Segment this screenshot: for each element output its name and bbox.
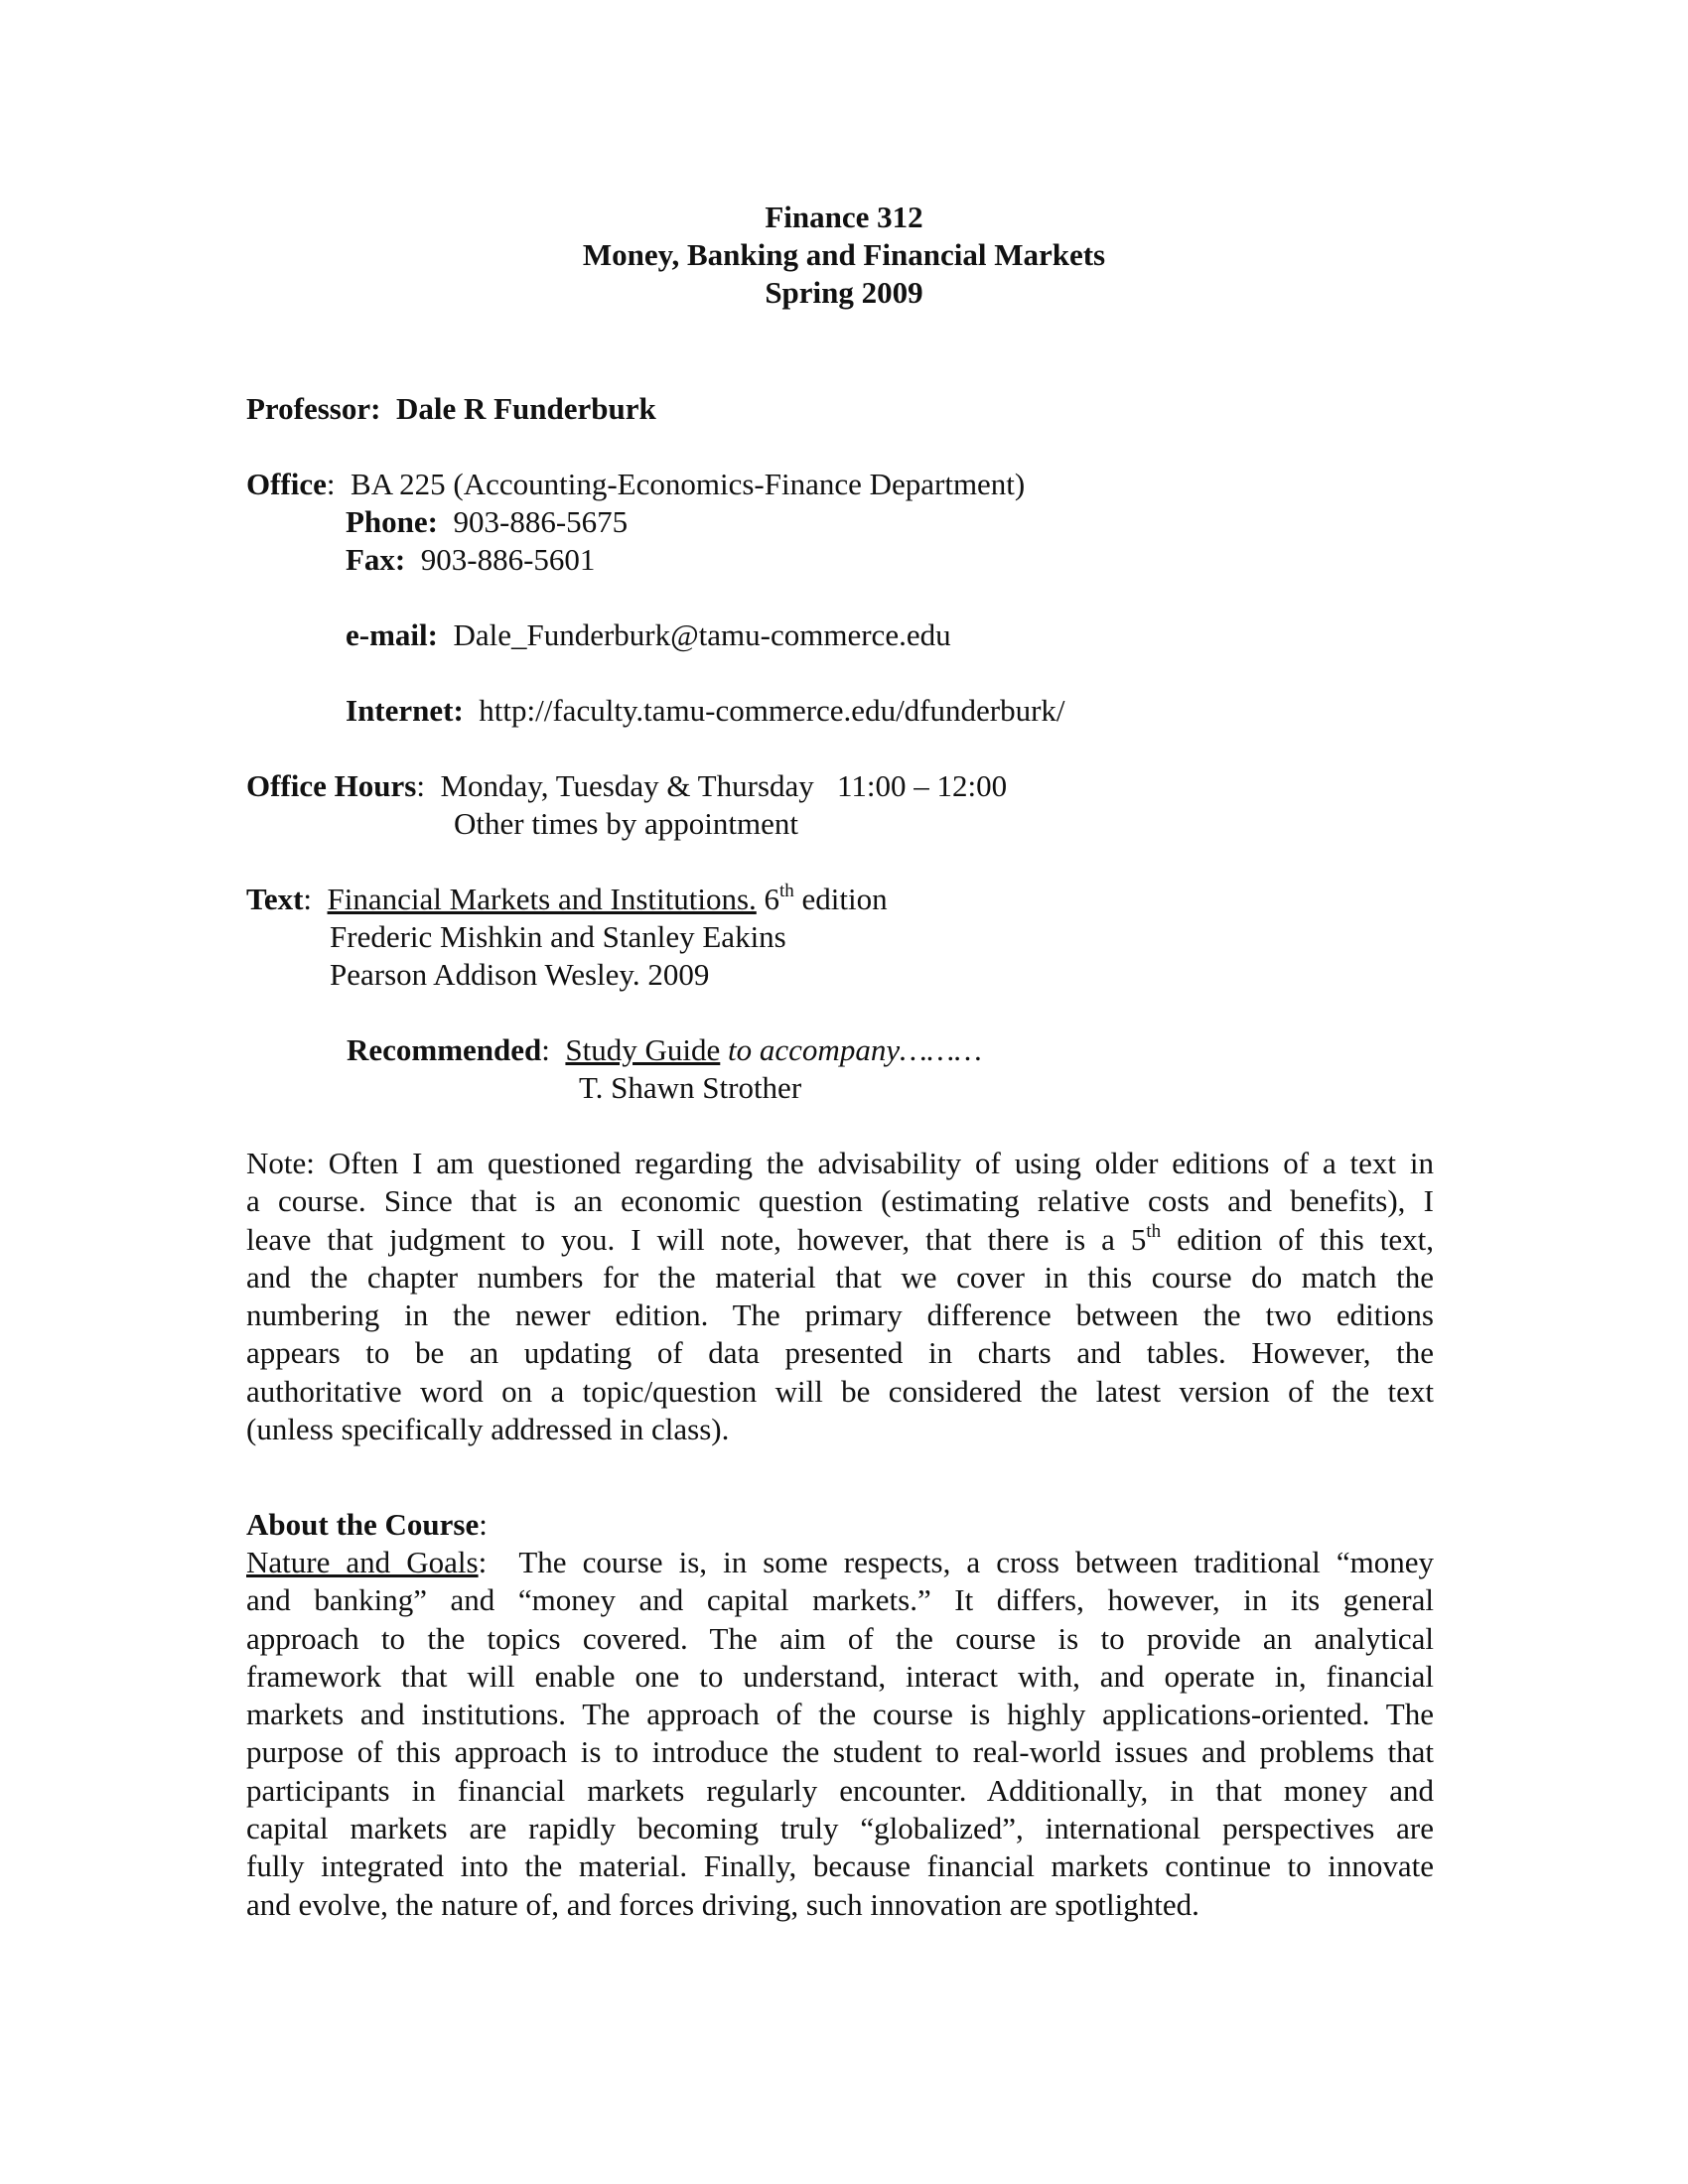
textbook-authors: Frederic Mishkin and Stanley Eakins [330,919,786,954]
professor-label: Professor: [246,391,381,426]
about-line: and evolve, the nature of, and forces driving, such innovation are spotlighted. [246,1886,1199,1922]
textbook-publisher: Pearson Addison Wesley. 2009 [330,957,710,992]
about-line: fully integrated into the material. Finally, because financial markets continue to innovate [246,1848,1434,1884]
professor-line [246,390,656,428]
course-term: Spring 2009 [765,275,923,310]
email-line [346,616,951,654]
course-number: Finance 312 [765,200,923,234]
nature-goals-subheading: Nature and Goals [246,1545,479,1579]
recommended-line: Recommended: Study Guide to accompany……… [347,1032,982,1067]
note-line: authoritative word on a topic/question will be considered the latest version of the text [246,1373,1434,1409]
about-line: and banking” and “money and capital markets.” It differs, however, in its general [246,1582,1434,1618]
note-line: Note: Often I am questioned regarding the advisability of using older editions of a text in [246,1146,1434,1180]
text-label: Text [246,882,304,916]
about-line: framework that will enable one to understand, interact with, and operate in, financial [246,1658,1434,1694]
about-paragraph [246,1544,1434,1924]
fax-number: 903-886-5601 [420,542,596,577]
text-line: Text: Financial Markets and Institutions. 6th edition [246,881,888,916]
note-line: appears to be an updating of data presented in charts and tables. However, the [246,1335,1434,1371]
phone-number: 903-886-5675 [453,504,629,539]
recommended-tail: to accompany……… [728,1032,982,1067]
phone-line [346,503,628,541]
recommended-title: Study Guide [565,1032,721,1067]
office-hours-other: Other times by appointment [454,806,798,841]
email-label: e-mail: [346,617,438,652]
about-line: capital markets are rapidly becoming truly “globalized”, international perspectives are [246,1811,1434,1846]
note-paragraph [246,1145,1434,1448]
about-line: participants in financial markets regularly encounter. Additionally, in that money and [246,1772,1434,1808]
office-hours-days: Monday, Tuesday & Thursday [440,768,814,803]
recommended-label: Recommended [347,1032,542,1067]
recommended-author: T. Shawn Strother [579,1070,802,1105]
note-line: (unless specifically addressed in class). [246,1412,730,1447]
fax-line [346,541,595,579]
about-heading: About the Course [246,1507,480,1542]
office-label: Office [246,467,327,501]
note-line: leave that judgment to you. I will note, however, that there is a 5th edition of this text, [246,1220,1435,1257]
office-hours-time: 11:00 – 12:00 [837,768,1008,803]
textbook-title: Financial Markets and Institutions. [327,882,757,916]
internet-label: Internet: [346,693,464,728]
course-title: Money, Banking and Financial Markets [582,237,1106,272]
professor-name: Dale R Funderburk [395,391,656,426]
about-line: approach to the topics covered. The aim of the course is to provide an analytical [246,1620,1434,1656]
internet-line [346,692,1065,730]
note-line: a course. Since that is an economic question (estimating relative costs and benefits), I [246,1183,1434,1219]
fax-label: Fax: [346,542,406,577]
office-hours-line: Office Hours: Monday, Tuesday & Thursday 11:00 – 12:00 [246,768,1008,803]
textbook-edition-word: edition [801,882,888,916]
about-heading-line: About the Course: [246,1507,488,1542]
textbook-edition-suffix: th [779,881,794,901]
note-line: numbering in the newer edition. The primary difference between the two editions [246,1297,1434,1333]
about-line: purpose of this approach is to introduce the student to real-world issues and problems that [246,1734,1434,1770]
email-address: Dale_Funderburk@tamu-commerce.edu [453,617,951,652]
office-hours-label: Office Hours [246,768,417,803]
about-line: Nature and Goals: The course is, in some respects, a cross between traditional “money [246,1545,1434,1579]
phone-label: Phone: [346,504,438,539]
office-location: BA 225 (Accounting-Economics-Finance Department) [351,467,1026,501]
internet-url: http://faculty.tamu-commerce.edu/dfunderburk/ [479,693,1065,728]
textbook-edition-number: 6 [764,882,780,916]
about-line: markets and institutions. The approach of the course is highly applications-oriented. The [246,1697,1434,1732]
office-line: Office: BA 225 (Accounting-Economics-Finance Department) [246,467,1026,501]
note-line: and the chapter numbers for the material that we cover in this course do match the [246,1259,1434,1295]
